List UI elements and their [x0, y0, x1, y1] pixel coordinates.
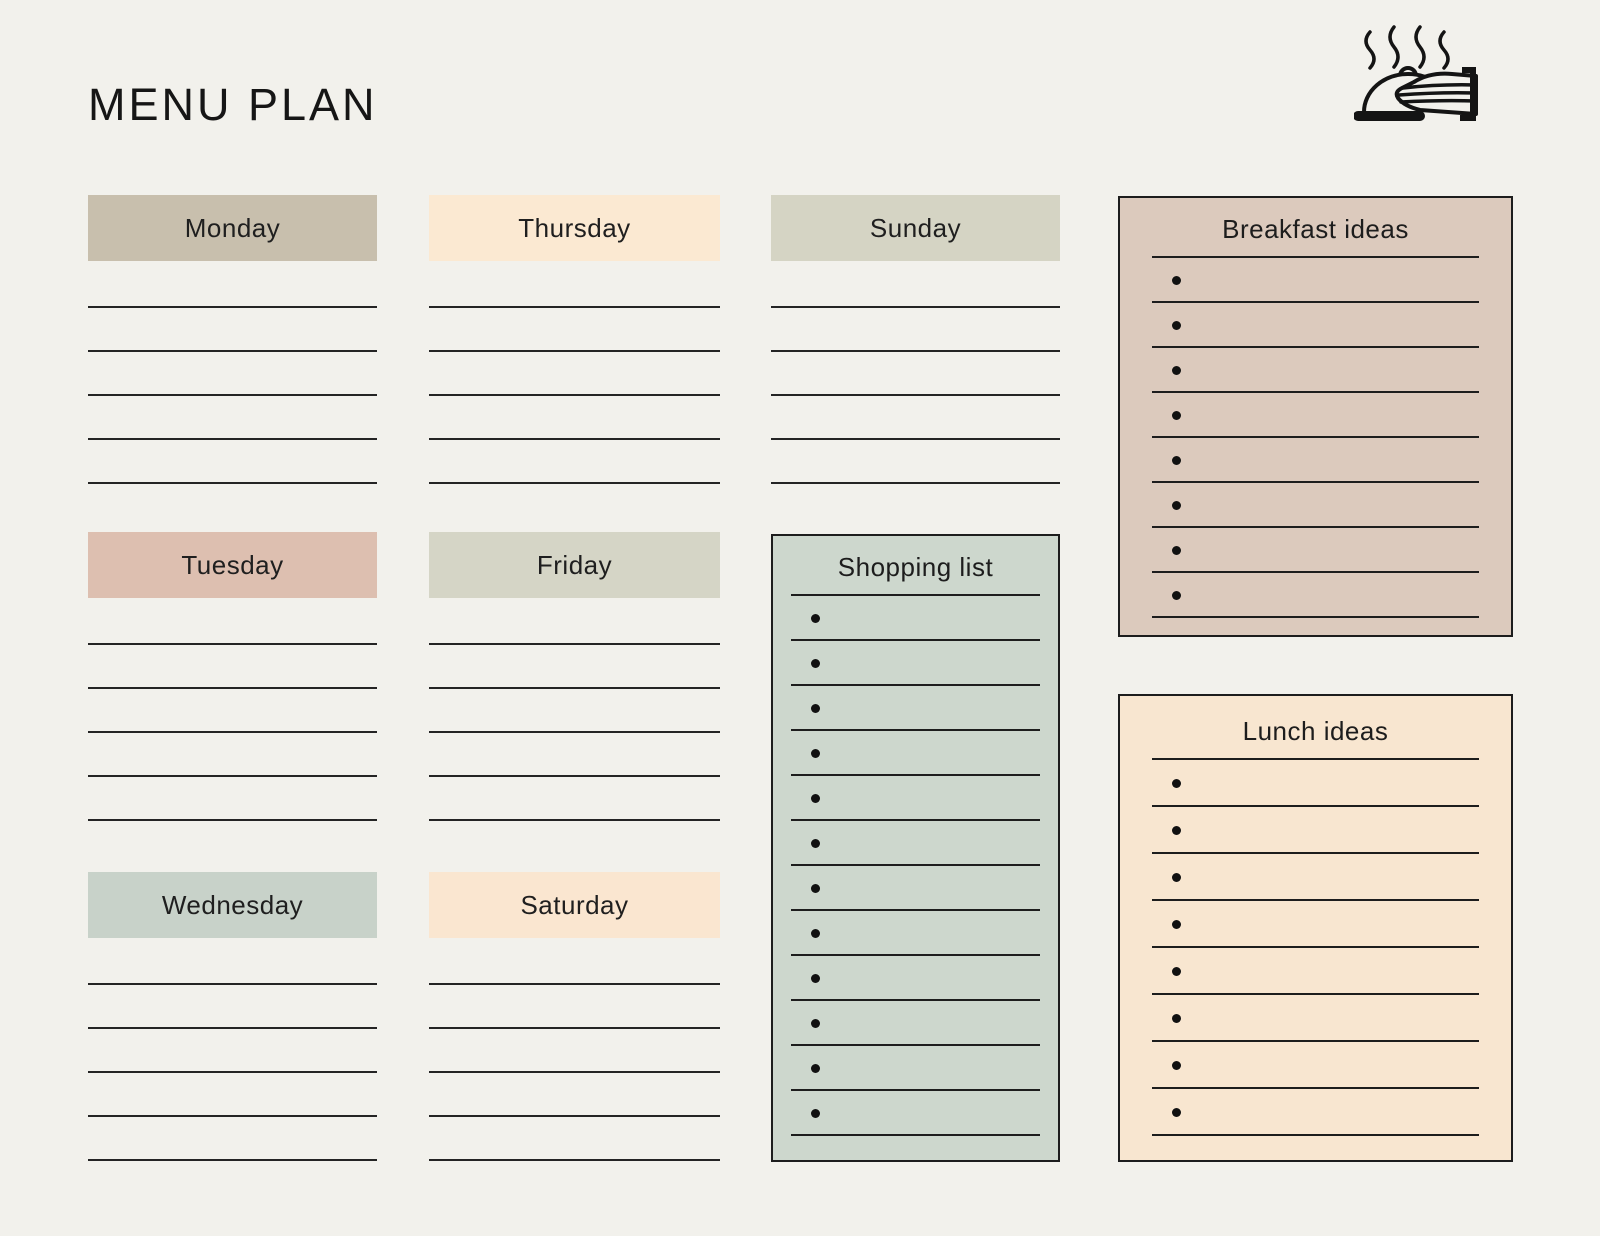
- breakfast-ideas-title: Breakfast ideas: [1152, 214, 1479, 258]
- list-item-slot[interactable]: [791, 866, 1040, 911]
- hand-icon: [1397, 70, 1476, 118]
- lunch-ideas-title: Lunch ideas: [1152, 716, 1479, 760]
- list-item-slot[interactable]: [1152, 438, 1479, 483]
- day-section-wednesday: [88, 872, 377, 1161]
- menu-line[interactable]: [88, 1073, 377, 1117]
- list-item-slot[interactable]: [1152, 303, 1479, 348]
- menu-line[interactable]: [429, 1117, 720, 1161]
- menu-line[interactable]: [429, 985, 720, 1029]
- menu-line[interactable]: [429, 645, 720, 689]
- menu-line[interactable]: [88, 777, 377, 821]
- day-header-thursday: Thursday: [429, 195, 720, 261]
- list-item-slot[interactable]: [1152, 1089, 1479, 1136]
- menu-line[interactable]: [88, 985, 377, 1029]
- shopping-list-title: Shopping list: [791, 552, 1040, 596]
- menu-line[interactable]: [429, 308, 720, 352]
- menu-line[interactable]: [429, 1029, 720, 1073]
- bullet-icon: [1172, 1061, 1181, 1070]
- bullet-icon: [811, 1064, 820, 1073]
- list-item-slot[interactable]: [791, 956, 1040, 1001]
- list-item-slot[interactable]: [1152, 995, 1479, 1042]
- bullet-icon: [1172, 920, 1181, 929]
- list-item-slot[interactable]: [791, 911, 1040, 956]
- menu-line[interactable]: [429, 598, 720, 645]
- menu-line[interactable]: [429, 938, 720, 985]
- menu-line[interactable]: [429, 1073, 720, 1117]
- menu-line[interactable]: [429, 777, 720, 821]
- shopping-list-panel: [771, 534, 1060, 1162]
- day-section-friday: [429, 532, 720, 821]
- bullet-icon: [811, 1109, 820, 1118]
- menu-line[interactable]: [771, 396, 1060, 440]
- bullet-icon: [811, 794, 820, 803]
- list-item-slot[interactable]: [1152, 1042, 1479, 1089]
- list-item-slot[interactable]: [1152, 854, 1479, 901]
- list-item-slot[interactable]: [1152, 573, 1479, 618]
- menu-line[interactable]: [429, 352, 720, 396]
- list-item-slot[interactable]: [791, 1001, 1040, 1046]
- list-item-slot[interactable]: [791, 776, 1040, 821]
- menu-line[interactable]: [88, 733, 377, 777]
- menu-line[interactable]: [88, 1029, 377, 1073]
- bullet-icon: [1172, 873, 1181, 882]
- lunch-ideas-panel: [1118, 694, 1513, 1162]
- bullet-icon: [1172, 779, 1181, 788]
- bullet-icon: [1172, 546, 1181, 555]
- day-header-friday: Friday: [429, 532, 720, 598]
- bullet-icon: [811, 974, 820, 983]
- day-header-monday: Monday: [88, 195, 377, 261]
- bullet-icon: [1172, 276, 1181, 285]
- menu-line[interactable]: [771, 440, 1060, 484]
- menu-line[interactable]: [429, 733, 720, 777]
- list-item-slot[interactable]: [1152, 393, 1479, 438]
- bullet-icon: [811, 884, 820, 893]
- menu-line[interactable]: [88, 352, 377, 396]
- list-item-slot[interactable]: [791, 731, 1040, 776]
- list-item-slot[interactable]: [791, 641, 1040, 686]
- menu-line[interactable]: [88, 396, 377, 440]
- bullet-icon: [811, 1019, 820, 1028]
- bullet-icon: [811, 929, 820, 938]
- bullet-icon: [811, 839, 820, 848]
- list-item-slot[interactable]: [1152, 483, 1479, 528]
- served-dish-icon: [1354, 24, 1478, 136]
- bullet-icon: [811, 704, 820, 713]
- list-item-slot[interactable]: [791, 686, 1040, 731]
- list-item-slot[interactable]: [1152, 258, 1479, 303]
- list-item-slot[interactable]: [1152, 807, 1479, 854]
- bullet-icon: [1172, 456, 1181, 465]
- menu-line[interactable]: [88, 1117, 377, 1161]
- bullet-icon: [1172, 501, 1181, 510]
- day-section-thursday: [429, 195, 720, 484]
- list-item-slot[interactable]: [1152, 760, 1479, 807]
- bullet-icon: [1172, 591, 1181, 600]
- day-section-saturday: [429, 872, 720, 1161]
- list-item-slot[interactable]: [791, 1046, 1040, 1091]
- menu-line[interactable]: [429, 261, 720, 308]
- list-item-slot[interactable]: [1152, 948, 1479, 995]
- list-item-slot[interactable]: [1152, 528, 1479, 573]
- menu-line[interactable]: [88, 308, 377, 352]
- bullet-icon: [1172, 411, 1181, 420]
- bullet-icon: [1172, 967, 1181, 976]
- menu-line[interactable]: [88, 938, 377, 985]
- menu-line[interactable]: [88, 261, 377, 308]
- menu-line[interactable]: [771, 352, 1060, 396]
- day-section-tuesday: [88, 532, 377, 821]
- bullet-icon: [811, 614, 820, 623]
- bullet-icon: [1172, 366, 1181, 375]
- steam-icon: [1366, 27, 1448, 68]
- menu-line[interactable]: [88, 689, 377, 733]
- menu-line[interactable]: [429, 440, 720, 484]
- day-header-wednesday: Wednesday: [88, 872, 377, 938]
- bullet-icon: [1172, 1014, 1181, 1023]
- menu-line[interactable]: [429, 396, 720, 440]
- page-title: MENU PLAN: [88, 79, 378, 130]
- menu-line[interactable]: [88, 645, 377, 689]
- list-item-slot[interactable]: [791, 596, 1040, 641]
- bullet-icon: [811, 659, 820, 668]
- day-section-sunday: [771, 195, 1060, 484]
- menu-line[interactable]: [88, 440, 377, 484]
- list-item-slot[interactable]: [1152, 901, 1479, 948]
- bullet-icon: [1172, 826, 1181, 835]
- day-section-monday: [88, 195, 377, 484]
- breakfast-ideas-panel: [1118, 196, 1513, 637]
- day-header-sunday: Sunday: [771, 195, 1060, 261]
- menu-line[interactable]: [771, 308, 1060, 352]
- day-header-saturday: Saturday: [429, 872, 720, 938]
- bullet-icon: [1172, 321, 1181, 330]
- menu-line[interactable]: [771, 261, 1060, 308]
- menu-line[interactable]: [429, 689, 720, 733]
- list-item-slot[interactable]: [791, 1091, 1040, 1136]
- list-item-slot[interactable]: [791, 821, 1040, 866]
- menu-line[interactable]: [88, 598, 377, 645]
- bullet-icon: [1172, 1108, 1181, 1117]
- day-header-tuesday: Tuesday: [88, 532, 377, 598]
- list-item-slot[interactable]: [1152, 348, 1479, 393]
- bullet-icon: [811, 749, 820, 758]
